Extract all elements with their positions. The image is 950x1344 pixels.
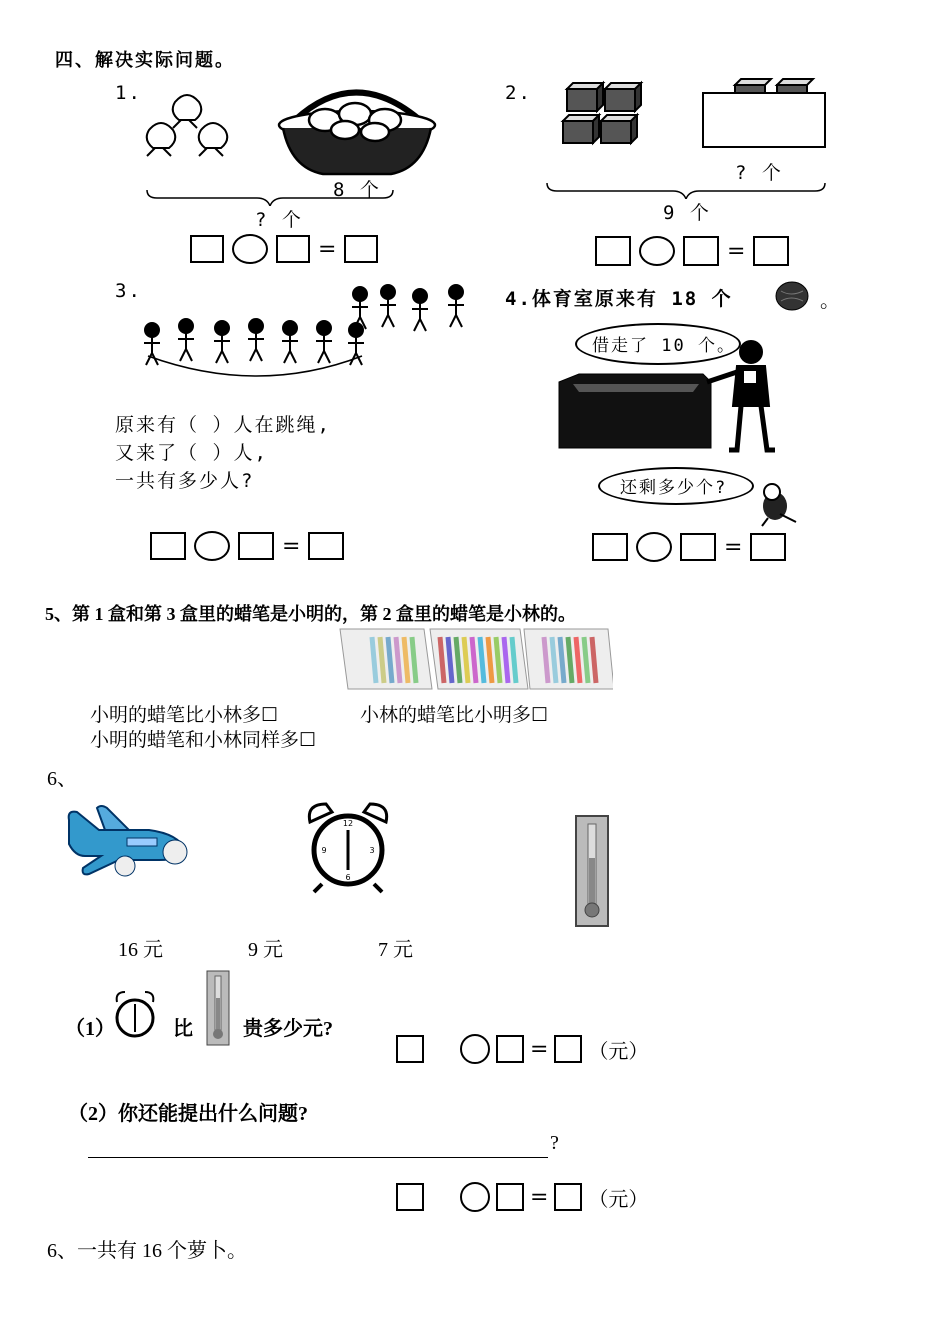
equals-sign: = [318,236,337,262]
sports-box-icon [559,374,711,448]
equals-sign: = [282,533,301,559]
svg-text:9: 9 [321,846,327,855]
teacher-icon [707,341,775,450]
answer-box[interactable] [680,533,716,561]
crayon-boxes-illustration [338,625,613,697]
answer-box[interactable] [190,235,224,263]
child-icon [282,321,298,363]
problem-2-number: 2. [505,82,532,104]
problem-4-bubble1: 借走了 10 个。 [592,336,736,356]
answer-box[interactable] [753,236,789,266]
alarm-clock-icon [302,800,394,895]
equals-sign: = [727,238,746,264]
question-mark: ? [550,1132,559,1154]
operator-circle[interactable] [460,1034,490,1064]
equals-sign: = [530,1036,549,1062]
q5-prompt: 5、第 1 盒和第 3 盒里的蜡笔是小明的，第 2 盒里的蜡笔是小林的。 [45,604,576,624]
q6-part1-text: 贵多少元? [243,1018,333,1040]
ball-icon [775,281,809,311]
q5-option-1[interactable]: 小明的蜡笔比小林多☐ [90,705,279,726]
q6-part1-label: （1） [65,1018,115,1040]
child-icon [248,319,264,361]
problem-4-header [505,284,733,311]
problem-3-equation [150,531,344,561]
child-icon [178,319,194,361]
child-icon [448,285,464,327]
price-airplane: 16 元 [118,939,163,961]
problem-4-title: 体育室原来有 18 个 [531,288,733,310]
answer-box[interactable] [276,235,310,263]
small-thermometer-icon [206,970,230,1046]
q5-option-3[interactable]: 小明的蜡笔和小林同样多☐ [90,730,317,751]
crayon-box-icon [340,629,432,689]
child-icon [316,321,332,363]
problem-3-line1: 原来有（ ）人在跳绳, [115,414,331,436]
answer-box[interactable] [344,235,378,263]
price-clock: 9 元 [248,939,283,961]
operator-circle[interactable] [194,531,230,561]
problem-3-line2: 又来了（ ）人, [115,442,268,464]
equals-sign: = [530,1184,549,1210]
answer-box[interactable] [396,1183,424,1211]
problem-3-number: 3. [115,280,142,302]
problem-2-hidden: ? 个 [735,162,783,184]
thermometer-icon [574,814,610,928]
jump-rope-illustration [130,278,480,378]
problem-2-total: 9 个 [663,202,711,224]
child-icon [380,285,396,327]
svg-text:3: 3 [369,846,375,855]
q6-part2-equation [396,1182,648,1212]
cover-box [703,93,825,147]
answer-box[interactable] [496,1183,524,1211]
problem-4-number: 4. [505,288,532,310]
problem-4-period: 。 [820,288,842,312]
problem-4-equation [592,532,786,562]
crayon-box-icon [524,629,613,689]
operator-circle[interactable] [460,1182,490,1212]
problem-1-illustration [135,80,445,190]
answer-box[interactable] [750,533,786,561]
answer-box[interactable] [150,532,186,560]
answer-box[interactable] [496,1035,524,1063]
problem-1-number: 1. [115,82,142,104]
child-icon [214,321,230,363]
q6-part2-prompt: （2）你还能提出什么问题? [68,1103,308,1125]
peach-icon [147,95,228,156]
q6-part1-bi: 比 [173,1018,193,1040]
answer-box[interactable] [554,1035,582,1063]
answer-box[interactable] [683,236,719,266]
answer-box[interactable] [308,532,344,560]
problem-2-equation [595,236,789,266]
answer-box[interactable] [592,533,628,561]
answer-box[interactable] [554,1183,582,1211]
operator-circle[interactable] [639,236,675,266]
q6-part1-equation [396,1034,648,1064]
answer-box[interactable] [595,236,631,266]
unit-label: （元） [588,1188,649,1211]
q6-label: 6、 [47,768,77,790]
problem-4-illustration [555,330,795,460]
q7-prompt: 6、一共有 16 个萝卜。 [47,1240,247,1262]
crayon-box-icon [430,629,528,689]
problem-1-equation [190,234,378,264]
operator-circle[interactable] [232,234,268,264]
cube-icon [563,79,825,147]
svg-text:6: 6 [345,873,351,882]
unit-label: （元） [588,1040,649,1063]
section-title: 四、解决实际问题。 [55,50,235,71]
equals-sign: = [724,534,743,560]
problem-1-basket-count: 8 个 [333,179,381,201]
svg-text:12: 12 [342,819,354,828]
operator-circle[interactable] [636,532,672,562]
answer-box[interactable] [238,532,274,560]
price-thermometer: 7 元 [378,939,413,961]
problem-1-brace [145,188,395,206]
airplane-icon [65,800,190,885]
problem-1-total: ? 个 [255,209,303,231]
answer-box[interactable] [396,1035,424,1063]
problem-2-illustration [555,75,835,155]
small-alarm-clock-icon [113,990,157,1042]
basket-icon [279,93,435,175]
problem-4-bubble2: 还剩多少个? [620,478,728,498]
q5-option-2[interactable]: 小林的蜡笔比小明多☐ [360,705,549,726]
problem-3-line3: 一共有多少人? [115,470,255,492]
answer-line[interactable] [88,1157,548,1158]
problem-2-brace [545,181,827,199]
child-icon [412,289,428,331]
cartoon-bug-icon [750,478,805,528]
